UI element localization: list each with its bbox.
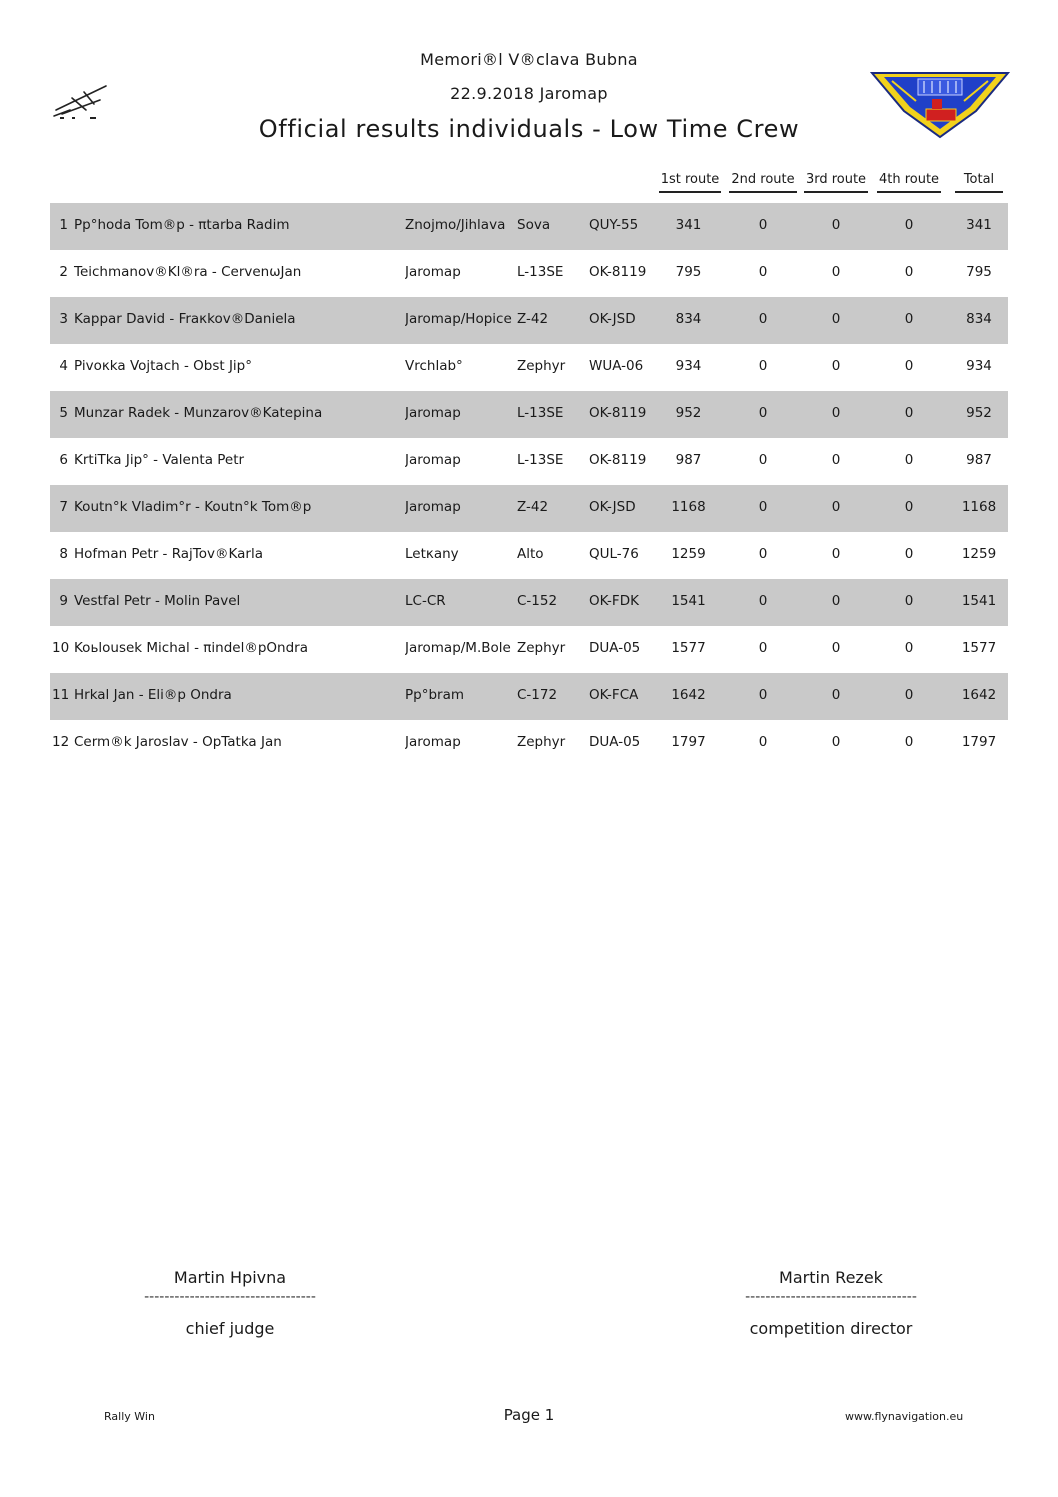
club: Jaromap [405,264,461,280]
aircraft-registration: QUL-76 [589,546,639,562]
route-1-score: 1259 [671,546,706,562]
club: Vrchlab° [405,358,463,374]
aircraft-type: Zephyr [517,734,566,750]
crew-name: Cerm®k Jaroslav - OpTatka Jan [74,734,282,750]
aircraft-registration: OK-JSD [589,311,636,327]
header-underline [729,191,797,193]
route-3-score: 0 [831,499,841,515]
column-header-total [955,172,1003,193]
club: LC-CR [405,593,446,609]
crew-name: Kappar David - Fraκkov®Daniela [74,311,296,327]
total-score: 1642 [961,687,997,703]
column-header-3rd-route [804,172,868,193]
total-score: 341 [966,217,992,233]
rank: 6 [59,452,68,468]
crew-name: Teichmanov®Kl®ra - CervenωJan [74,264,302,280]
aircraft-type: Alto [517,546,544,562]
route-2-score: 0 [758,593,768,609]
aircraft-type: Zephyr [517,358,566,374]
crew-name: Vestfal Petr - Molin Pavel [74,593,241,609]
table-row [50,438,1008,485]
column-header-4th-route [877,172,941,193]
crew-name: Munzar Radek - Munzarov®Katepina [74,405,323,421]
aircraft-registration: OK-FCA [589,687,639,703]
route-4-score: 0 [904,358,914,374]
club: Jaromap/Hopice [405,311,512,327]
column-header-label: 2nd route [731,172,795,187]
rank: 12 [52,734,70,750]
club: Jaromap/M.Bole [405,640,511,656]
signer-name: Martin Rezek [779,1268,883,1287]
route-2-score: 0 [758,734,768,750]
crew-name: Koьlousek Michal - πindel®pOndra [74,640,308,656]
rank: 2 [59,264,68,280]
club: Jaromap [405,734,461,750]
footer-software-name: Rally Win [104,1410,155,1423]
route-4-score: 0 [904,499,914,515]
column-header-label: 4th route [878,172,940,187]
table-row [50,720,1008,767]
page-number: Page 1 [503,1406,555,1424]
rank: 5 [59,405,68,421]
results-table [50,203,1008,767]
page-title: Official results individuals - Low Time Crew [258,115,800,143]
signature-line: ---------------------------------- [144,1289,316,1305]
table-row [50,626,1008,673]
event-date-place: 22.9.2018 Jaromap [450,84,608,103]
column-header-label: 1st route [660,172,720,187]
route-1-score: 1168 [671,499,706,515]
column-header-1st-route [659,172,721,193]
route-4-score: 0 [904,405,914,421]
rank: 7 [59,499,68,515]
signature-chief-judge [100,1268,360,1338]
route-3-score: 0 [831,264,841,280]
route-4-score: 0 [904,593,914,609]
club: Znojmo/Jihlava [405,217,506,233]
header-underline [955,191,1003,193]
total-score: 795 [966,264,992,280]
rank: 8 [59,546,68,562]
aircraft-registration: OK-8119 [589,452,647,468]
route-1-score: 987 [675,452,702,468]
aircraft-type: L-13SE [517,452,564,468]
aircraft-registration: OK-8119 [589,264,647,280]
rank: 3 [59,311,68,327]
footer-website: www.flynavigation.eu [845,1410,964,1423]
total-score: 934 [966,358,992,374]
aircraft-registration: OK-FDK [589,593,639,609]
route-1-score: 795 [675,264,702,280]
aircraft-registration: WUA-06 [589,358,644,374]
route-4-score: 0 [904,311,914,327]
aircraft-type: Zephyr [517,640,566,656]
aircraft-registration: OK-JSD [589,499,636,515]
signer-role: competition director [749,1319,913,1338]
crew-name: Hrkal Jan - Eli®p Ondra [74,687,232,703]
table-row [50,673,1008,720]
total-score: 952 [966,405,992,421]
route-4-score: 0 [904,687,914,703]
rank: 9 [59,593,68,609]
event-name: Memori®l V®clava Bubna [420,50,638,69]
route-2-score: 0 [758,358,768,374]
club: Jaromap [405,499,461,515]
route-3-score: 0 [831,311,841,327]
total-score: 1259 [961,546,997,562]
route-1-score: 952 [675,405,702,421]
table-row [50,391,1008,438]
table-row [50,203,1008,250]
aircraft-type: L-13SE [517,405,564,421]
route-3-score: 0 [831,358,841,374]
total-score: 834 [966,311,992,327]
route-2-score: 0 [758,264,768,280]
crew-name: KrtiTka Jiр° - Valenta Petr [74,452,245,468]
route-4-score: 0 [904,640,914,656]
aircraft-type: C-152 [517,593,558,609]
club: Letκany [405,546,459,562]
aircraft-type: L-13SE [517,264,564,280]
route-4-score: 0 [904,264,914,280]
route-2-score: 0 [758,217,768,233]
aircraft-registration: DUA-05 [589,734,641,750]
signature-competition-director [701,1268,961,1338]
total-score: 987 [966,452,992,468]
crew-name: Pр°hoda Tom®p - πtarba Radim [74,217,290,233]
club: Jaromap [405,452,461,468]
route-4-score: 0 [904,452,914,468]
route-4-score: 0 [904,546,914,562]
crew-name: Koutn°k Vladim°r - Koutn°k Tom®p [74,499,312,515]
club: Pр°bram [405,687,465,703]
club: Jaromap [405,405,461,421]
route-1-score: 1797 [671,734,706,750]
aircraft-type: Z-42 [517,311,549,327]
signer-role: chief judge [185,1319,275,1338]
route-3-score: 0 [831,405,841,421]
table-row [50,579,1008,626]
route-2-score: 0 [758,405,768,421]
total-score: 1797 [961,734,997,750]
table-row [50,297,1008,344]
route-1-score: 341 [675,217,702,233]
aircraft-registration: DUA-05 [589,640,641,656]
table-row [50,485,1008,532]
crew-name: Pivoκka Vojtach - Obst Jiр° [74,358,253,374]
route-1-score: 1577 [671,640,706,656]
aircraft-registration: OK-8119 [589,405,647,421]
crew-name: Hofman Petr - RajTov®Karla [74,546,263,562]
route-3-score: 0 [831,452,841,468]
route-1-score: 1642 [671,687,706,703]
total-score: 1541 [961,593,997,609]
header-underline [804,191,868,193]
signer-name: Martin Hрivna [173,1268,287,1287]
route-2-score: 0 [758,640,768,656]
route-2-score: 0 [758,499,768,515]
route-4-score: 0 [904,734,914,750]
total-score: 1168 [961,499,997,515]
rank: 10 [52,640,70,656]
aircraft-type: C-172 [517,687,558,703]
table-row [50,344,1008,391]
column-header-label: Total [963,172,995,187]
aircraft-registration: QUY-55 [589,217,639,233]
route-2-score: 0 [758,311,768,327]
aircraft-type: Sova [517,217,551,233]
route-4-score: 0 [904,217,914,233]
header-underline [659,191,721,193]
route-3-score: 0 [831,546,841,562]
route-3-score: 0 [831,217,841,233]
route-3-score: 0 [831,593,841,609]
column-header-2nd-route [729,172,797,193]
route-1-score: 934 [675,358,702,374]
route-1-score: 834 [675,311,702,327]
route-3-score: 0 [831,640,841,656]
route-2-score: 0 [758,687,768,703]
aircraft-type: Z-42 [517,499,549,515]
rank: 11 [52,687,70,703]
total-score: 1577 [961,640,997,656]
table-row [50,250,1008,297]
table-row [50,532,1008,579]
route-3-score: 0 [831,687,841,703]
signature-line: ---------------------------------- [745,1289,917,1305]
route-1-score: 1541 [671,593,706,609]
route-2-score: 0 [758,546,768,562]
header-underline [877,191,941,193]
route-2-score: 0 [758,452,768,468]
route-3-score: 0 [831,734,841,750]
rank: 1 [59,217,68,233]
column-header-label: 3rd route [805,172,867,187]
rank: 4 [59,358,68,374]
